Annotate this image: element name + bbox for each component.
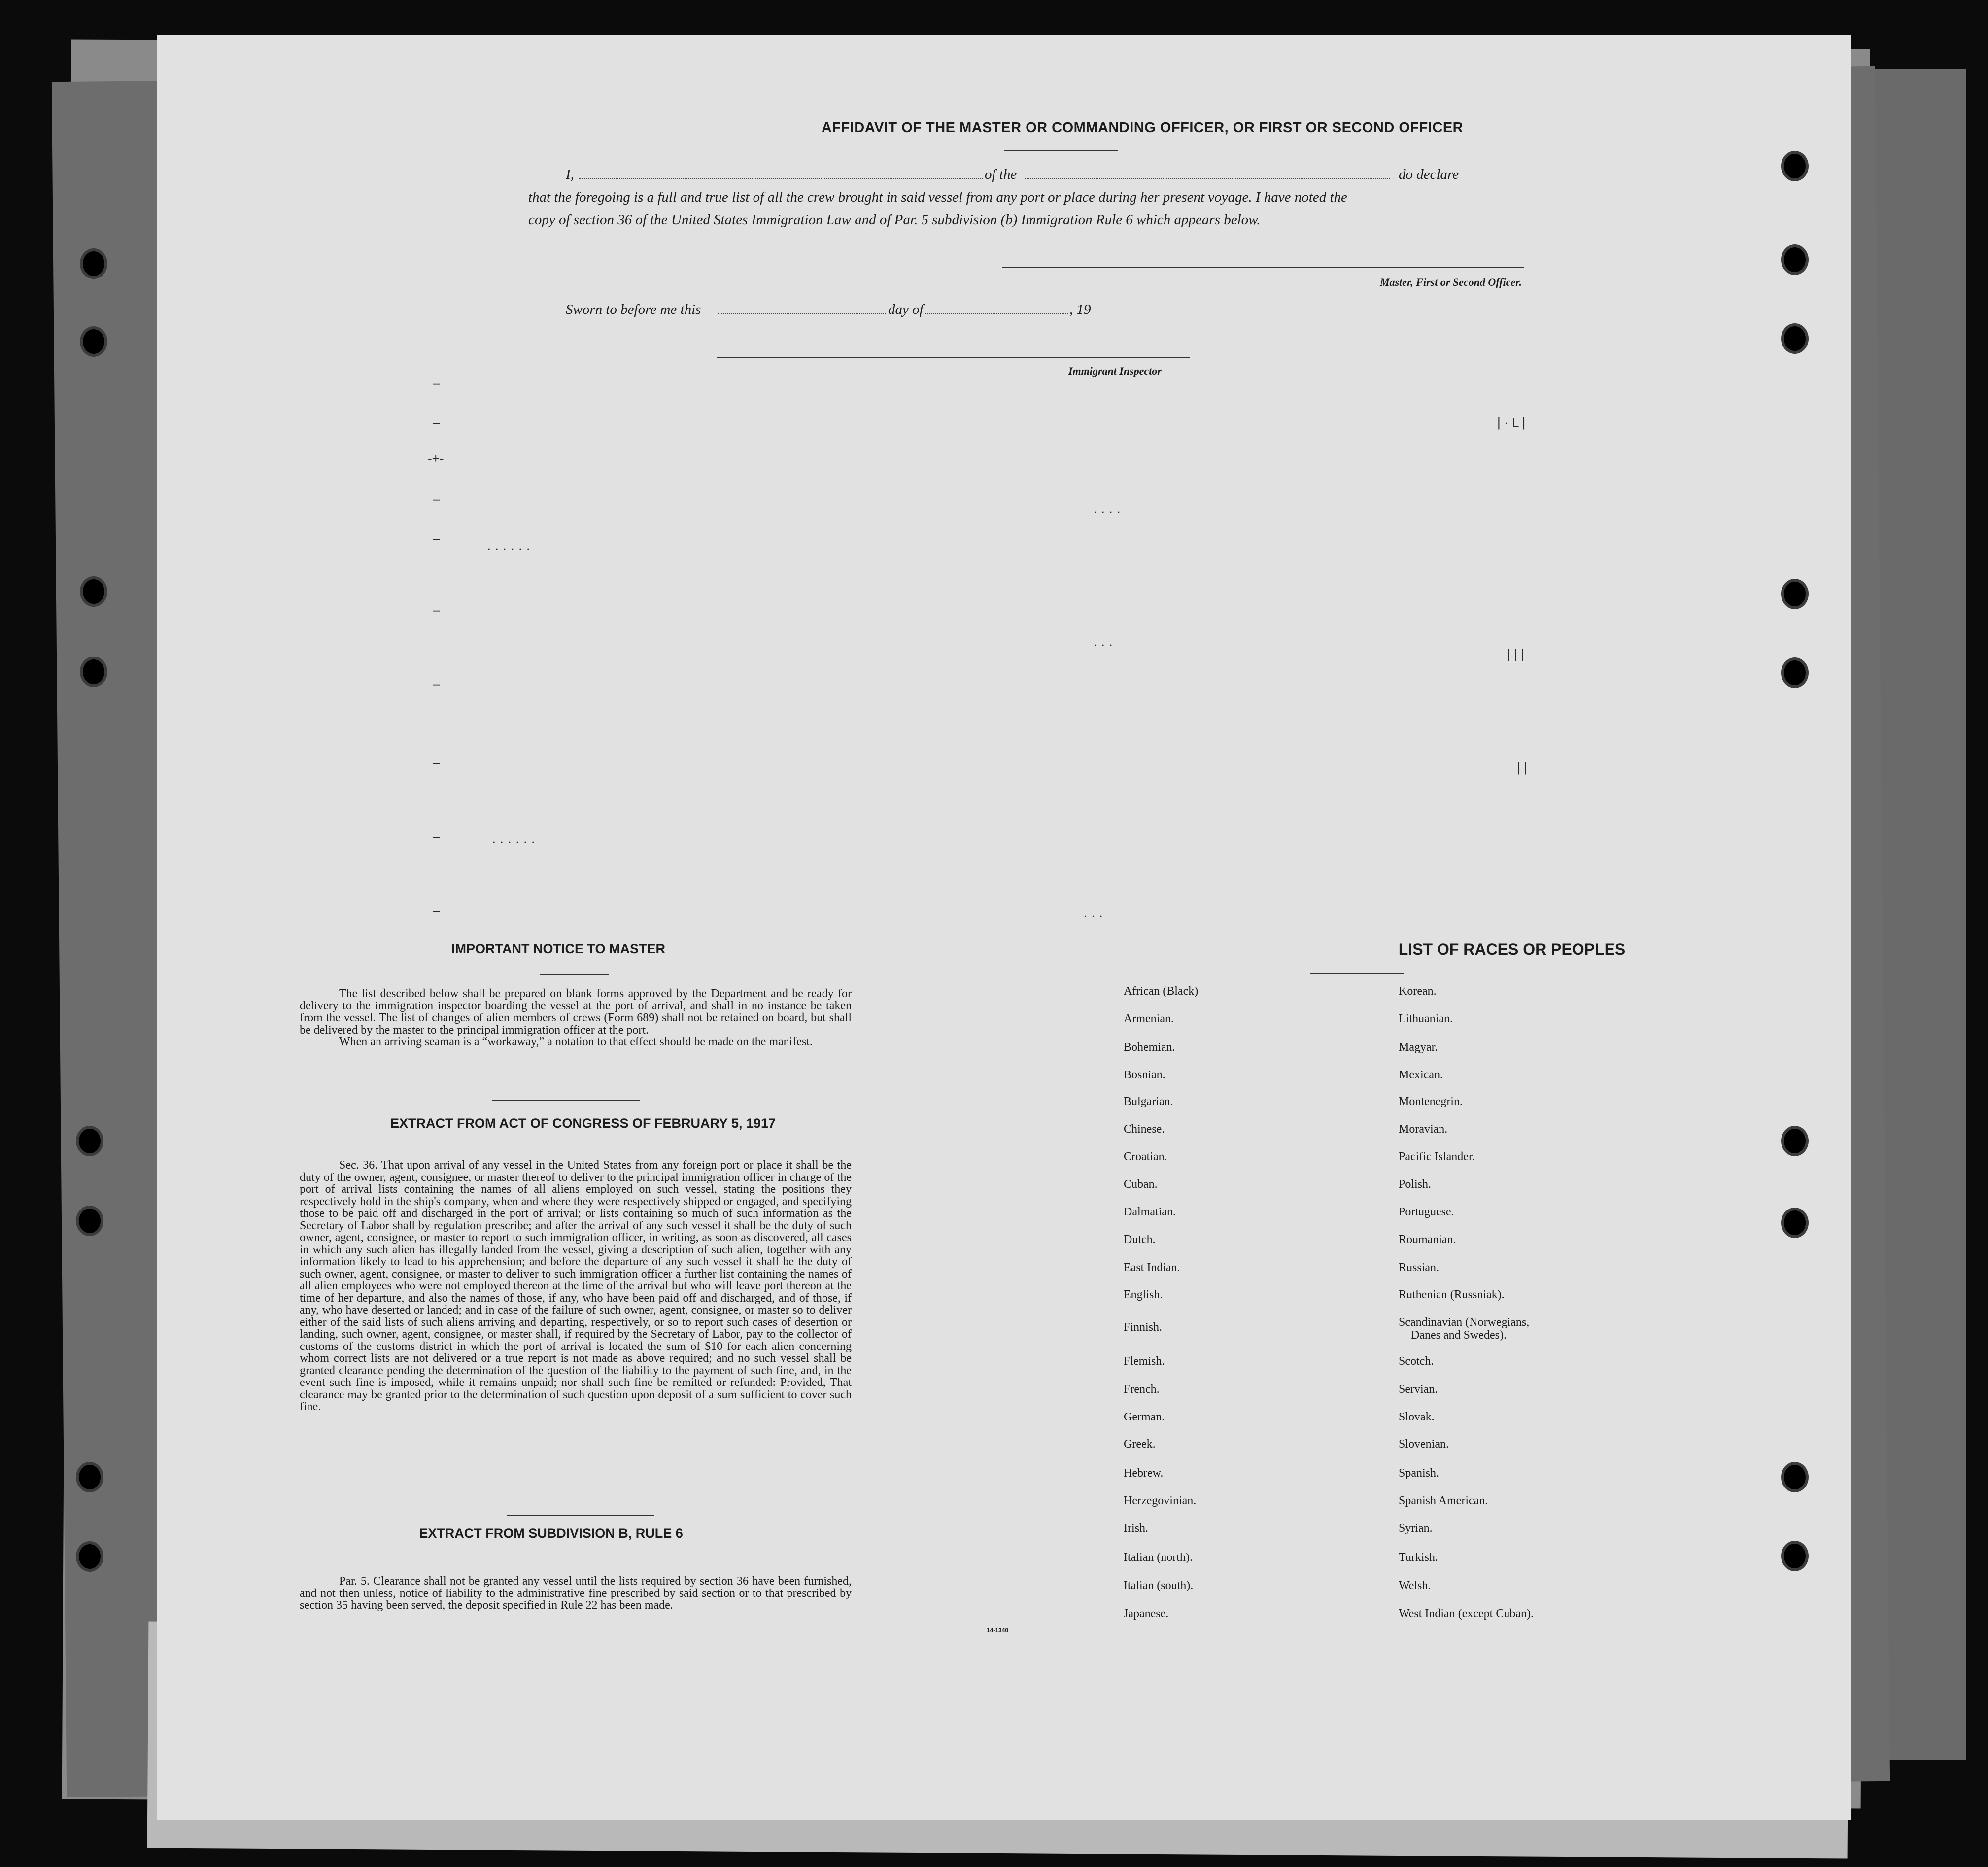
affidavit-title: AFFIDAVIT OF THE MASTER OR COMMANDING OFFICER, OR FIRST OR SECOND OFFICER [821, 120, 1464, 136]
inspector-label: Immigrant Inspector [1068, 365, 1162, 377]
race-item: Italian (south). [1124, 1579, 1194, 1592]
race-item: Danes and Swedes). [1411, 1329, 1507, 1342]
divider [540, 974, 609, 975]
race-item: Bohemian. [1124, 1041, 1175, 1054]
year-text: , 19 [1069, 302, 1091, 317]
bleed-mark: | · L | [1497, 415, 1526, 430]
race-item: German. [1124, 1411, 1165, 1423]
binder-hole [1784, 1544, 1806, 1568]
vessel-blank[interactable] [1025, 178, 1390, 179]
race-item: English. [1124, 1288, 1163, 1301]
form-page [157, 35, 1851, 1820]
race-item: Flemish. [1124, 1355, 1165, 1368]
extract-act-title: EXTRACT FROM ACT OF CONGRESS OF FEBRUARY 5, 1917 [390, 1116, 776, 1131]
par-5-text: Par. 5. Clearance shall not be granted any vessel until the lists required by section 36 have been furnished, and not then unless, notice of liability to the administrative fine prescribed by said section or to that prescribed by section 35 having been served, the deposit specified in Rule 22 has been made. [300, 1575, 852, 1612]
signature-line[interactable] [1002, 267, 1524, 268]
race-item: Welsh. [1399, 1579, 1431, 1592]
race-item: Lithuanian. [1399, 1012, 1453, 1025]
race-item: Bulgarian. [1124, 1095, 1173, 1108]
bleed-mark: · · · · [1093, 504, 1121, 519]
notice-text [300, 988, 852, 1048]
section-36-text: Sec. 36. That upon arrival of any vessel in the United States from any foreign port or place it shall be the duty of the owner, agent, consignee, or master thereof to deliver to the principal immigration officer in charge of the port of arrival lists containing the names of all aliens employed on such vessel, stating the positions they respectively hold in the ship's company, when and where they were respectively shipped or engaged, and specifying those to be paid off and discharged in the port of arrival; or lists containing so much of such information as the Secretary of Labor shall by regulation prescribe; and after the arrival of any such vessel it shall be the duty of such owner, agent, consignee, or master to report to such immigration officer, in writing, as soon as discovered, all cases in which any such alien has illegally landed from the vessel, giving a description of such alien, together with any information likely to lead to his apprehension; and before the departure of any such vessel it shall be the duty of such owner, agent, consignee, or master to deliver to such immigration officer a further list containing the names of all alien employees who were not employed thereon at the time of the arrival but who will leave port thereon at the time of her departure, and also the names of those, if any, who have been paid off and discharged, and of those, if any, who have deserted or landed; and in case of the failure of such owner, agent, consignee, or master so to deliver either of the said lists of such aliens arriving and departing, respectively, or so to report such cases of desertion or landing, such owner, agent, consignee, or master shall, if required by the Secretary of Labor, pay to the collector of customs of the customs district in which the port of arrival is located the sum of $10 for each alien concerning whom correct lists are not delivered or a true report is not made as above required; and no such vessel shall be granted clearance pending the determination of the question of the liability to the payment of such fine, and, in the event such fine is imposed, while it remains unpaid; nor shall such fine be remitted or refunded: Provided, That clearance may be granted prior to the determination of such question upon deposit of a sum sufficient to cover such fine. [300, 1159, 852, 1413]
race-item: Spanish American. [1399, 1494, 1488, 1507]
notice-paragraph-2: When an arriving seaman is a “workaway,” a notation to that effect should be made on the manifest. [339, 1036, 813, 1048]
race-item: Finnish. [1124, 1321, 1163, 1334]
binder-hole [1784, 326, 1806, 351]
race-item: East Indian. [1124, 1261, 1180, 1274]
race-item: Dutch. [1124, 1233, 1156, 1246]
sworn-day-blank[interactable] [718, 313, 886, 314]
race-item: Pacific Islander. [1399, 1150, 1475, 1163]
divider [1310, 973, 1404, 974]
race-item: Mexican. [1399, 1069, 1443, 1081]
bleed-mark: – [433, 755, 440, 770]
bleed-mark: – [433, 602, 440, 617]
race-item: Ruthenian (Russniak). [1399, 1288, 1505, 1301]
race-item: Portuguese. [1399, 1206, 1454, 1218]
race-item: Russian. [1399, 1261, 1440, 1274]
divider [507, 1515, 654, 1516]
race-item: Spanish. [1399, 1467, 1440, 1480]
binder-hole [79, 1544, 101, 1569]
race-item: Korean. [1399, 985, 1437, 998]
bleed-mark: – [433, 903, 440, 918]
race-item: Japanese. [1124, 1607, 1169, 1620]
bleed-mark: | | | [1507, 647, 1524, 661]
affidavit-line-3: copy of section 36 of the United States Immigration Law and of Par. 5 subdivision (b) Immigration Rule 6 which appears below. [528, 212, 1261, 228]
race-item: Hebrew. [1124, 1467, 1164, 1480]
binder-hole [1784, 247, 1806, 272]
sworn-month-blank[interactable] [925, 313, 1068, 314]
binder-hole [79, 1129, 101, 1153]
race-item: Magyar. [1399, 1041, 1438, 1054]
binder-hole [1784, 1210, 1806, 1235]
race-item: Dalmatian. [1124, 1206, 1176, 1218]
name-blank[interactable] [579, 178, 983, 179]
bleed-mark: · · · · · · [487, 541, 531, 555]
divider [492, 1100, 640, 1101]
bleed-mark: | | [1517, 760, 1527, 775]
race-item: West Indian (except Cuban). [1399, 1607, 1534, 1620]
bleed-mark: – [433, 376, 440, 390]
affidavit-line-2: that the foregoing is a full and true list of all the crew brought in said vessel from any port or place during her present voyage. I have noted the [528, 189, 1347, 205]
notice-paragraph-1: The list described below shall be prepared on blank forms approved by the Department and be ready for delivery to the immigration inspector boarding the vessel at the port of arrival, and shall in no instance be taken from the vessel. The list of changes of alien members of crews (Form 689) shall not be retained on board, but shall be delivered by the master to the principal immigration officer at the port. [300, 987, 852, 1037]
signer-label: Master, First or Second Officer. [1379, 276, 1522, 288]
binder-hole [1784, 154, 1806, 178]
race-item: Italian (north). [1124, 1551, 1193, 1564]
race-item: Slovenian. [1399, 1438, 1449, 1451]
bleed-mark: · · · · · · [492, 834, 536, 849]
race-item: Irish. [1124, 1522, 1148, 1535]
bleed-mark: – [433, 676, 440, 691]
binder-hole [83, 329, 104, 354]
affidavit-declare: do declare [1399, 167, 1459, 182]
binder-hole [1784, 1465, 1806, 1489]
race-item: Polish. [1399, 1178, 1432, 1191]
binder-hole [79, 1465, 101, 1489]
race-item: Moravian. [1399, 1123, 1448, 1136]
divider [1004, 150, 1118, 151]
binder-hole [83, 659, 104, 684]
notice-title: IMPORTANT NOTICE TO MASTER [451, 941, 665, 956]
race-item: African (Black) [1124, 985, 1199, 998]
extract-act-text [300, 1159, 852, 1413]
race-item: Chinese. [1124, 1123, 1165, 1136]
form-number: 14-1340 [987, 1627, 1009, 1634]
bleed-mark: – [433, 829, 440, 844]
binder-hole [83, 579, 104, 604]
bleed-mark: -+- [428, 451, 444, 466]
bleed-mark: – [433, 415, 440, 430]
extract-rule-text [300, 1575, 852, 1612]
sworn-text: Sworn to before me this [566, 302, 701, 317]
race-item: Servian. [1399, 1383, 1438, 1396]
race-item: Slovak. [1399, 1411, 1435, 1423]
bleed-mark: · · · [1093, 637, 1113, 652]
binder-hole [1784, 1129, 1806, 1153]
race-item: Scandinavian (Norwegians, [1399, 1316, 1530, 1329]
race-item: Syrian. [1399, 1522, 1433, 1535]
races-title: LIST OF RACES OR PEOPLES [1398, 940, 1626, 958]
extract-rule-title: EXTRACT FROM SUBDIVISION B, RULE 6 [419, 1526, 683, 1541]
race-item: Bosnian. [1124, 1069, 1165, 1081]
race-item: Scotch. [1399, 1355, 1434, 1368]
binder-hole [1784, 660, 1806, 685]
binder-hole [79, 1209, 101, 1233]
race-item: Cuban. [1124, 1178, 1158, 1191]
race-item: Greek. [1124, 1438, 1156, 1451]
race-item: Armenian. [1124, 1012, 1174, 1025]
race-item: Herzegovinian. [1124, 1494, 1197, 1507]
inspector-signature-line[interactable] [717, 357, 1190, 358]
day-of-text: day of [888, 302, 924, 317]
race-item: French. [1124, 1383, 1160, 1396]
bleed-mark: · · · [1083, 908, 1103, 923]
bleed-mark: – [433, 491, 440, 506]
race-item: Turkish. [1399, 1551, 1438, 1564]
race-item: Croatian. [1124, 1150, 1167, 1163]
affidavit-of-the: of the [985, 167, 1017, 182]
affidavit-i: I, [566, 167, 574, 182]
race-item: Montenegrin. [1399, 1095, 1463, 1108]
race-item: Roumanian. [1399, 1233, 1456, 1246]
binder-hole [83, 251, 104, 276]
binder-hole [1784, 582, 1806, 606]
bleed-mark: – [433, 531, 440, 546]
